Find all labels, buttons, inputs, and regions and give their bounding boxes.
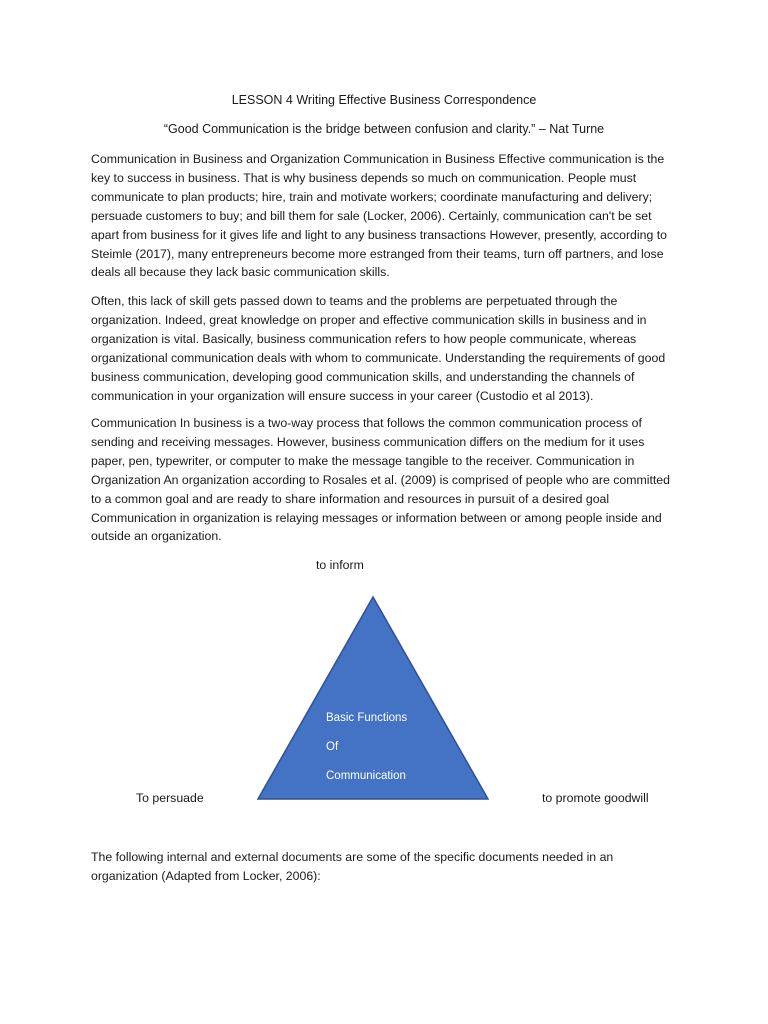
diagram-label-goodwill: to promote goodwill — [542, 791, 649, 805]
triangle-text-line-3: Communication — [326, 770, 406, 782]
paragraph-closing: The following internal and external documents are some of the specific documents needed in an organization (Adapted from Locker, 2006): — [91, 850, 614, 883]
diagram-label-inform: to inform — [316, 558, 364, 572]
paragraph-1: Communication in Business and Organization Communication in Business Effective communication is the key to success in business. That is why business depends so much on communication. People must communicate to plan products; hire, train and motivate workers; coordinate manufacturing and delivery; persuade customers to buy; and bill them for sale (Locker, 2006). Certainly, communication can't be set apart from business for it gives life and light to any business transactions However, presently, according to Steimle (2017), many entrepreneurs become more estranged from their teams, turn off partners, and lose deals all because they lack basic communication skills. — [91, 152, 667, 280]
paragraph-2: Often, this lack of skill gets passed down to teams and the problems are perpetuated through the organization. Indeed, great knowledge on proper and effective communication skills in business and in organization is vital. Basically, business communication refers to how people communicate, whereas organizational communication deals with whom to communicate. Understanding the requirements of good business communication, developing good communication skills, and understanding the channels of communication in your organization will ensure success in your career (Custodio et al 2013). — [91, 294, 666, 403]
page-title: LESSON 4 Writing Effective Business Correspondence — [231, 93, 537, 107]
paragraph-3: Communication In business is a two-way process that follows the common communication process of sending and receiving messages. However, business communication differs on the medium for it uses paper, pen, typewriter, or computer to make the message tangible to the receiver. Communication in Organization An organization according to Rosales et al. (2009) is comprised of people who are committed to a common goal and are ready to share information and resources in pursuit of a desired goal Communication in organization is relaying messages or information between or among people inside and outside an organization. — [91, 416, 670, 544]
triangle-text-line-1: Basic Functions — [326, 712, 408, 724]
diagram-label-persuade: To persuade — [136, 791, 204, 805]
quote-line: “Good Communication is the bridge between confusion and clarity.” – Nat Turne — [163, 122, 605, 136]
triangle-text-line-2: Of — [326, 741, 339, 753]
triangle-shape — [258, 597, 488, 799]
